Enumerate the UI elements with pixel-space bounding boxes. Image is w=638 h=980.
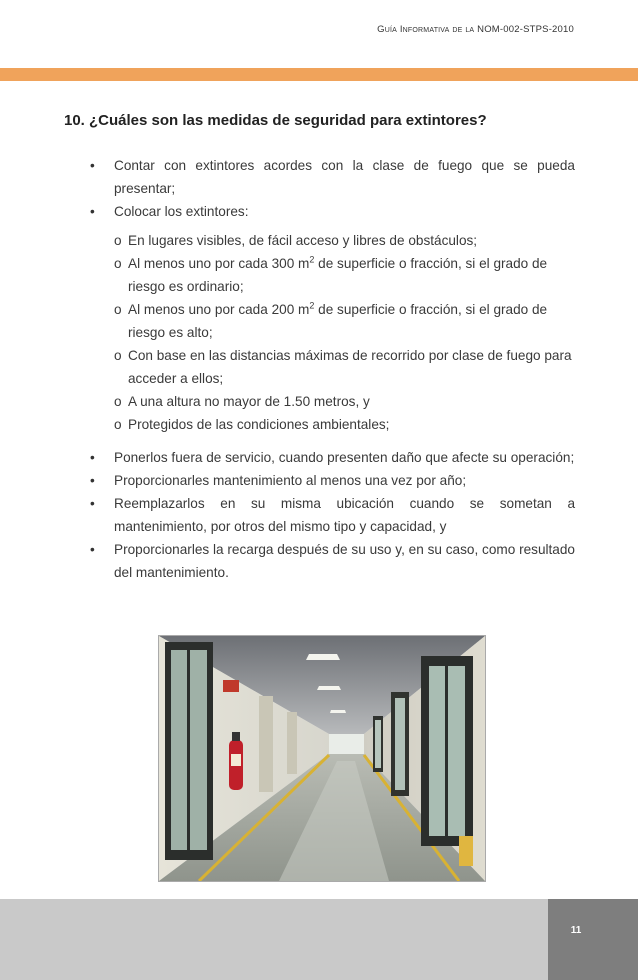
bullet-item: • Ponerlos fuera de servicio, cuando presenten daño que afecte su operación; [88, 446, 575, 469]
sub-item: o Al menos uno por cada 300 $m^2$ de superficie o fracción, si el grado de riesgo es ordinario; [114, 254, 548, 294]
sub-item: o Protegidos de las condiciones ambientales; [114, 417, 390, 432]
bullet-list-top [88, 154, 575, 223]
content-body [88, 154, 575, 584]
sub-item: o A una altura no mayor de 1.50 metros, y [114, 394, 370, 409]
bullet-item: • Reemplazarlos en su misma ubicación cuando se sometan a mantenimiento, por otros del mismo tipo y capacidad, y [88, 492, 575, 538]
section-title: 10. ¿Cuáles son las medidas de seguridad para extintores? [64, 112, 487, 129]
sub-list [88, 229, 575, 436]
corridor-illustration [159, 636, 485, 881]
guide-title: Guía Informativa de la [377, 24, 475, 35]
norm-code: NOM-002-STPS-2010 [477, 24, 574, 35]
footer-page-block [548, 899, 638, 980]
sub-item: o Con base en las distancias máximas de recorrido por clase de fuego para acceder a ellos; [114, 348, 572, 386]
bullet-list-bottom [88, 446, 575, 584]
bullet-item: • Colocar los extintores: [88, 200, 575, 223]
footer-band [0, 899, 548, 980]
bullet-item: • Proporcionarles mantenimiento al menos una vez por año; [88, 469, 575, 492]
running-header [377, 24, 574, 35]
bullet-item: • Contar con extintores acordes con la clase de fuego que se pueda presentar; [88, 154, 575, 200]
corridor-photo [158, 635, 486, 882]
accent-bar [0, 68, 638, 81]
page-number: 11 [570, 925, 582, 936]
bullet-item: • Proporcionarles la recarga después de su uso y, en su caso, como resultado del mantenimiento. [88, 538, 575, 584]
sub-item: o Al menos uno por cada 200 $m^2$ de superficie o fracción, si el grado de riesgo es alto; [114, 300, 548, 340]
sub-item: o En lugares visibles, de fácil acceso y libres de obstáculos; [114, 233, 478, 248]
